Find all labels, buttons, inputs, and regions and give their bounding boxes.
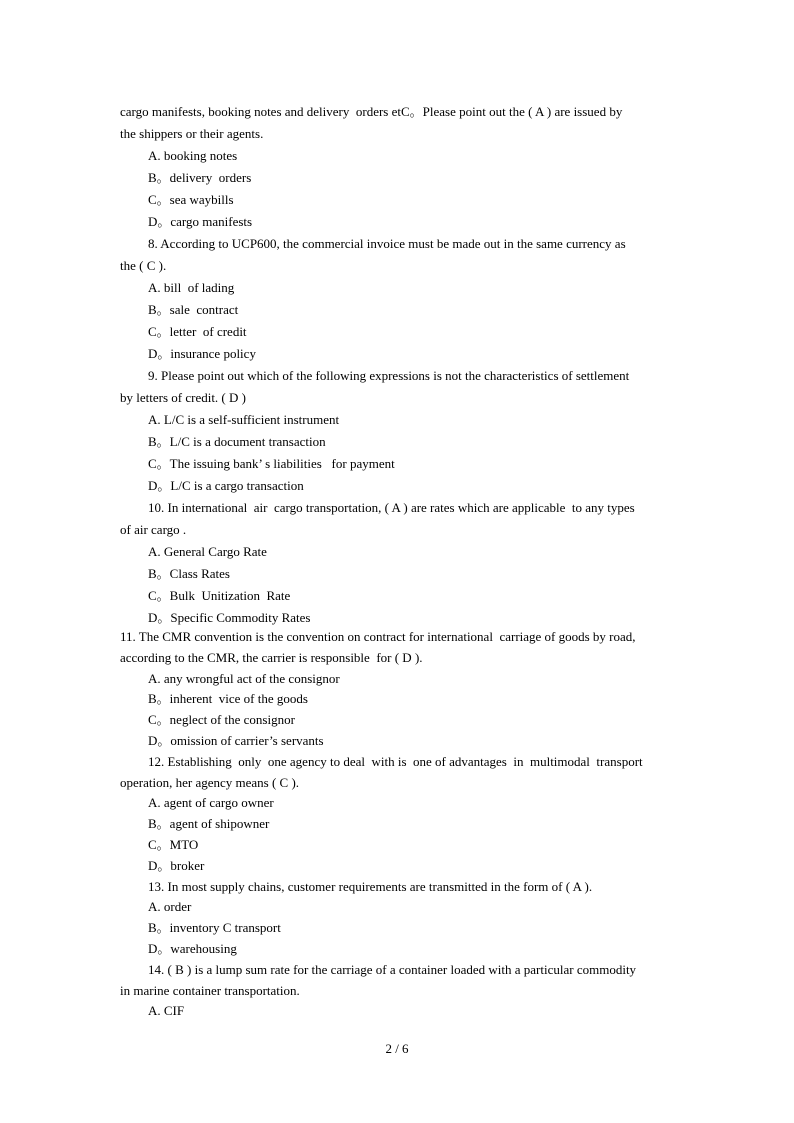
text-line: B。sale contract (148, 302, 239, 317)
text-line: 11. The CMR convention is the convention on contract for international carriage of goods by road, (120, 629, 636, 644)
text-line: 12. Establishing only one agency to deal with is one of advantages in multimodal transport (148, 754, 643, 769)
text-line: C。neglect of the consignor (148, 712, 295, 727)
text-line: D。insurance policy (148, 346, 256, 361)
text-line: A. CIF (148, 1003, 185, 1018)
text-line: of air cargo . (120, 522, 187, 537)
text-line: C。MTO (148, 837, 199, 852)
text-line: 8. According to UCP600, the commercial invoice must be made out in the same currency as (148, 236, 626, 251)
text-line: D。warehousing (148, 941, 237, 956)
text-line: A. booking notes (148, 148, 238, 163)
text-line: B。agent of shipowner (148, 816, 270, 831)
text-line: B。inherent vice of the goods (148, 691, 308, 706)
text-line: D。L/C is a cargo transaction (148, 478, 304, 493)
text-line: C。letter of credit (148, 324, 247, 339)
text-line: 10. In international air cargo transportation, ( A ) are rates which are applicable to any types (148, 500, 635, 515)
text-line: D。Specific Commodity Rates (148, 610, 311, 625)
text-line: A. any wrongful act of the consignor (148, 671, 340, 686)
text-line: 13. In most supply chains, customer requirements are transmitted in the form of ( A ). (148, 879, 593, 894)
text-line: D。cargo manifests (148, 214, 253, 229)
text-line: D。broker (148, 858, 205, 873)
text-line: A. L/C is a self-sufficient instrument (148, 412, 340, 427)
text-line: cargo manifests, booking notes and delivery orders etC。Please point out the ( A ) are issued by (120, 104, 623, 119)
text-line: C。sea waybills (148, 192, 234, 207)
text-line: by letters of credit. ( D ) (120, 390, 246, 405)
text-line: C。Bulk Unitization Rate (148, 588, 291, 603)
text-line: according to the CMR, the carrier is responsible for ( D ). (120, 650, 423, 665)
text-line: operation, her agency means ( C ). (120, 775, 300, 790)
text-line: 14. ( B ) is a lump sum rate for the carriage of a container loaded with a particular commodity (148, 962, 637, 977)
text-line: C。The issuing bank’ s liabilities for payment (148, 456, 395, 471)
text-line: the shippers or their agents. (120, 126, 264, 141)
text-line: B。L/C is a document transaction (148, 434, 326, 449)
text-line: in marine container transportation. (120, 983, 300, 998)
text-line: B。inventory C transport (148, 920, 281, 935)
text-line: B。delivery orders (148, 170, 252, 185)
text-line: A. order (148, 899, 192, 914)
text-line: the ( C ). (120, 258, 167, 273)
text-line: A. bill of lading (148, 280, 235, 295)
text-line: D。omission of carrier’s servants (148, 733, 324, 748)
text-line: A. General Cargo Rate (148, 544, 267, 559)
text-line: B。Class Rates (148, 566, 230, 581)
text-line: 9. Please point out which of the following expressions is not the characteristics of settlement (148, 368, 630, 383)
text-line: A. agent of cargo owner (148, 795, 274, 810)
page-number: 2 / 6 (385, 1041, 409, 1056)
